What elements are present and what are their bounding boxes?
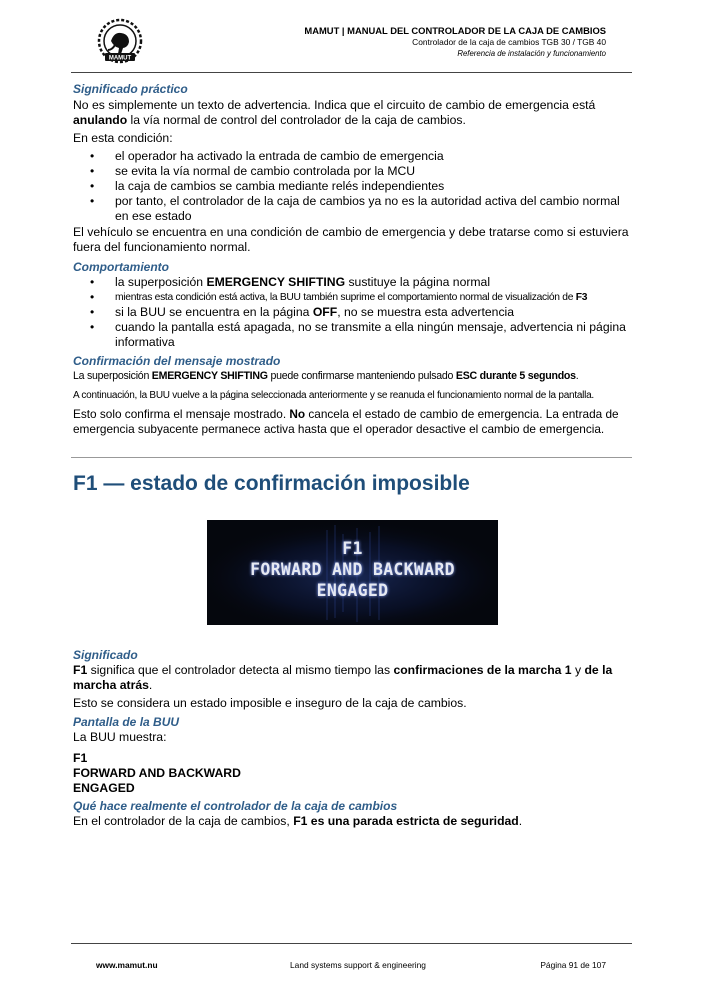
paragraph-condition: En esta condición: [73, 131, 173, 145]
header-title: MAMUT | MANUAL DEL CONTROLADOR DE LA CAJA DE CAMBIOS [304, 25, 606, 36]
list-item: • el operador ha activado la entrada de cambio de emergencia [73, 149, 633, 164]
text-run: cancela el estado de cambio de emergencia. La entrada de emergencia subyacente permanece activa hasta que el operador desactive el cambio de emergencia. [73, 407, 619, 436]
footer-page-number: Página 91 de 107 [540, 960, 606, 970]
mamut-logo [95, 17, 145, 67]
paragraph-buu-shows: La BUU muestra: [73, 730, 167, 744]
text-run: significa que el controlador detecta al mismo tiempo las [87, 663, 394, 677]
buu-display-image [207, 520, 498, 625]
header-divider [71, 72, 632, 73]
text-bold: ESC durante 5 segundos [455, 370, 576, 382]
text-run: . [518, 814, 523, 828]
text-bold: confirmaciones de la marcha 1 [393, 663, 572, 677]
text-run: la vía normal de control del controlador de la caja de cambios. [127, 113, 466, 127]
content-bottom [73, 648, 633, 829]
display-text-block [73, 751, 633, 796]
text-run: y [571, 663, 585, 677]
heading-buu-screen: Pantalla de la BUU [73, 715, 180, 729]
display-line-3: ENGAGED [316, 581, 389, 600]
text-bold: EMERGENCY SHIFTING [151, 370, 268, 382]
text-bold: EMERGENCY SHIFTING [206, 275, 346, 289]
list-item: • por tanto, el controlador de la caja de cambios ya no es la autoridad activa del cambio normal en ese estado [73, 194, 633, 224]
footer-center: Land systems support & engineering [290, 960, 426, 970]
text-bold: OFF [312, 305, 338, 319]
display-text-line: FORWARD AND BACKWARD [73, 766, 241, 780]
text-run: . [148, 678, 153, 692]
bullet-list-condition [73, 149, 633, 224]
display-text-line: ENGAGED [73, 781, 135, 795]
display-line-1: F1 [342, 539, 363, 558]
display-line-2: FORWARD AND BACKWARD [250, 560, 455, 579]
paragraph-safety-stop [73, 814, 633, 829]
paragraph-return-page: A continuación, la BUU vuelve a la página seleccionada anteriormente y se reanuda el funcionamiento normal de la pantalla. [73, 390, 594, 401]
heading-meaning: Significado [73, 648, 138, 662]
heading-behaviour: Comportamiento [73, 260, 169, 274]
content-top [73, 82, 633, 437]
list-item: • se evita la vía normal de cambio controlada por la MCU [73, 164, 633, 179]
text-run: . [575, 370, 579, 382]
display-text-line: F1 [73, 751, 88, 765]
page-header [304, 25, 606, 59]
paragraph-impossible-state: Esto se considera un estado imposible e inseguro de la caja de cambios. [73, 696, 467, 710]
footer-divider [71, 943, 632, 944]
logo-text: MAMUT [108, 55, 132, 62]
text-bold: de la marcha atrás [73, 663, 613, 692]
text-run: En el controlador de la caja de cambios, [73, 814, 294, 828]
text-run: mientras esta condición está activa, la BUU también suprime el comportamiento normal de visualización de [115, 292, 576, 303]
paragraph-confirm-esc [73, 369, 633, 384]
paragraph-override [73, 98, 633, 128]
list-item [73, 290, 633, 305]
text-bold: F3 [575, 292, 588, 303]
paragraph-f1-meaning [73, 663, 633, 693]
list-item: • la caja de cambios se cambia mediante relés independientes [73, 179, 633, 194]
section-title: F1 — estado de confirmación imposible [73, 472, 470, 495]
text-run: si la BUU se encuentra en la página [115, 305, 313, 319]
bullet-list-behaviour [73, 275, 633, 350]
text-run: Esto solo confirma el mensaje mostrado. [73, 407, 290, 421]
text-run: la superposición [115, 275, 207, 289]
paragraph-only-confirms [73, 407, 633, 437]
text-bold: F1 [73, 663, 88, 677]
paragraph-vehicle: El vehículo se encuentra en una condición de cambio de emergencia y debe tratarse como si estuviera fuera del funcionamiento normal. [73, 225, 629, 254]
text-bold: anulando [73, 113, 128, 127]
text-bold: No [289, 407, 306, 421]
text-bold: F1 es una parada estricta de seguridad [293, 814, 519, 828]
heading-confirmation: Confirmación del mensaje mostrado [73, 354, 281, 368]
list-item: • cuando la pantalla está apagada, no se transmite a ella ningún mensaje, advertencia ni página informativa [73, 320, 633, 350]
list-item [73, 305, 633, 320]
text-run: puede confirmarse manteniendo pulsado [267, 370, 456, 382]
display-text [207, 538, 498, 601]
heading-practical-meaning: Significado práctico [73, 82, 188, 96]
text-run: sustituye la página normal [345, 275, 491, 289]
footer-website: www.mamut.nu [96, 960, 158, 970]
text-run: La superposición [73, 370, 152, 382]
list-item [73, 275, 633, 290]
text-run: , no se muestra esta advertencia [337, 305, 515, 319]
header-subtitle: Controlador de la caja de cambios TGB 30 / TGB 40 [412, 37, 606, 47]
text-run: No es simplemente un texto de advertencia. Indica que el circuito de cambio de emergencia está [73, 98, 596, 112]
section-divider [71, 457, 632, 458]
header-reference: Referencia de instalación y funcionamiento [457, 49, 606, 58]
heading-controller-action: Qué hace realmente el controlador de la caja de cambios [73, 799, 398, 813]
